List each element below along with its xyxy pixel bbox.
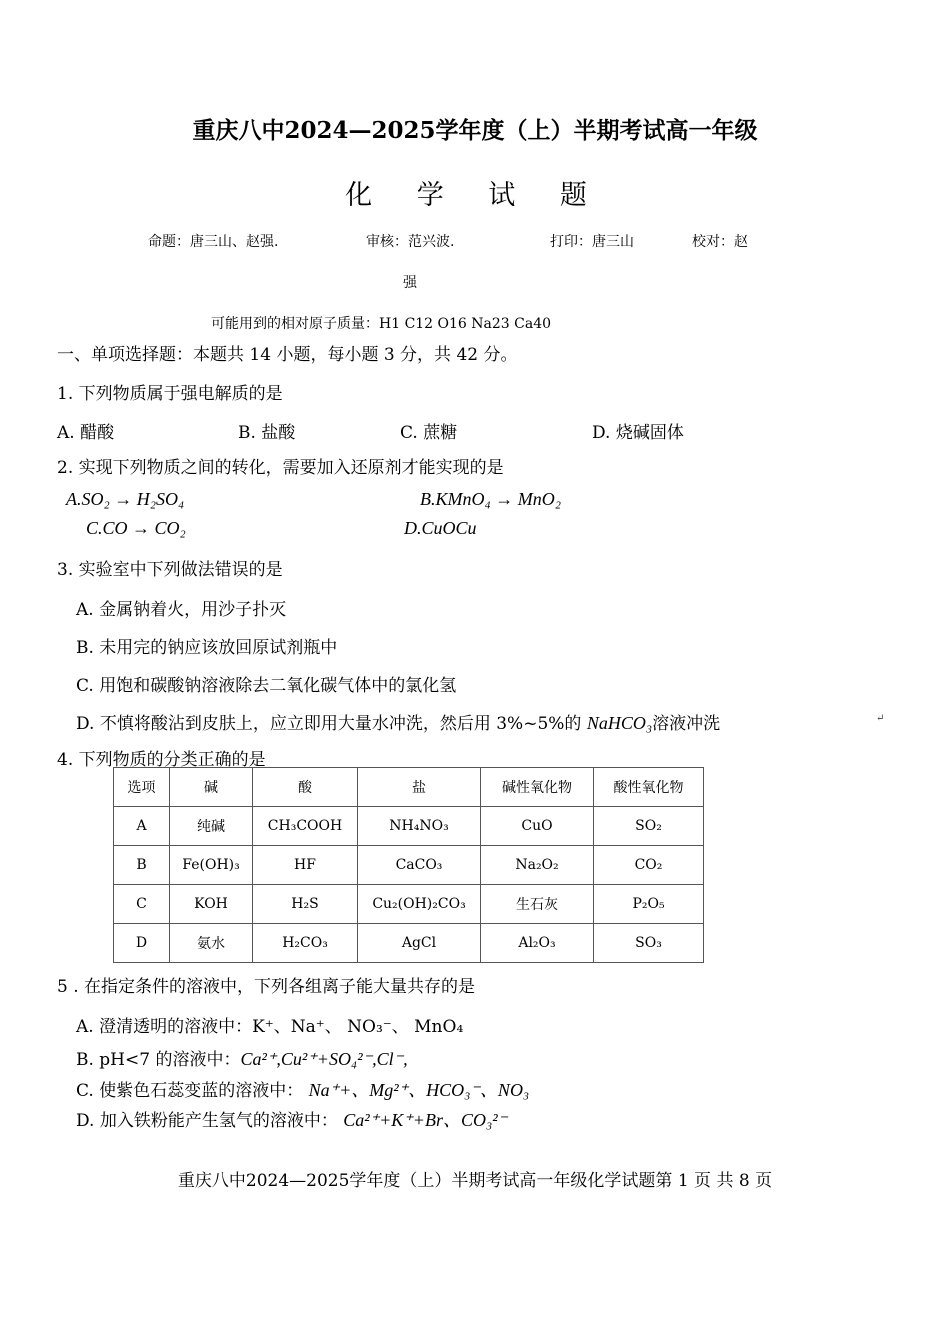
question-2-option-d: D.CuOCu: [404, 518, 477, 538]
table-cell: P₂O₅: [594, 885, 704, 924]
credit-proposition: 命题：唐三山、赵强.: [148, 234, 279, 250]
page-footer: 重庆八中2024—2025学年度（上）半期考试高一年级化学试题第 1 页 共 8 页: [177, 1171, 773, 1191]
table-header-cell: 酸: [253, 768, 358, 807]
question-3-option-d: [76, 709, 720, 734]
question-3-option-d-tail: 溶液冲洗: [652, 714, 721, 734]
table-header-cell: 碱: [170, 768, 253, 807]
table-header-cell: 酸性氧化物: [594, 768, 704, 807]
credit-proof-continued: 强: [403, 275, 417, 291]
question-5-option-b: [76, 1045, 408, 1070]
question-3-option-b: B. 未用完的钠应该放回原试剂瓶中: [76, 638, 338, 658]
table-cell: 纯碱: [170, 807, 253, 846]
question-2-option-a: A.SO₂ → H₂SO₄: [66, 489, 185, 509]
table-cell: HF: [253, 846, 358, 885]
subject-title: 化 学 试 题: [345, 180, 605, 211]
table-cell: C: [114, 885, 170, 924]
question-1-stem: 1. 下列物质属于强电解质的是: [57, 384, 283, 404]
question-3-stem: 3. 实验室中下列做法错误的是: [57, 560, 283, 580]
table-cell: Na₂O₂: [481, 846, 594, 885]
table-cell: AgCl: [358, 924, 481, 963]
table-row: [114, 807, 704, 846]
question-1-option-b: B. 盐酸: [238, 423, 296, 443]
question-3-option-c: C. 用饱和碳酸钠溶液除去二氧化碳气体中的氯化氢: [76, 676, 457, 696]
question-5-option-d-text: D. 加入铁粉能产生氢气的溶液中：: [76, 1111, 338, 1131]
table-cell: 氨水: [170, 924, 253, 963]
credit-proof: 校对：赵: [692, 234, 748, 250]
table-cell: H₂CO₃: [253, 924, 358, 963]
atomic-masses: 可能用到的相对原子质量：H1 C12 O16 Na23 Ca40: [211, 316, 552, 332]
question-2-option-c: C.CO → CO₂: [86, 518, 186, 538]
credit-print: 打印：唐三山: [550, 234, 634, 250]
table-cell: CaCO₃: [358, 846, 481, 885]
table-header-row: [114, 768, 704, 807]
table-cell: H₂S: [253, 885, 358, 924]
table-header-cell: 选项: [114, 768, 170, 807]
classification-table: [113, 767, 704, 963]
question-5-option-c: [76, 1076, 529, 1102]
exam-title: 重庆八中2024—2025学年度（上）半期考试高一年级: [192, 117, 758, 144]
question-1-option-c: C. 蔗糖: [400, 423, 458, 443]
question-5-option-d: [76, 1106, 507, 1132]
table-cell: 生石灰: [481, 885, 594, 924]
table-cell: B: [114, 846, 170, 885]
table-cell: NH₄NO₃: [358, 807, 481, 846]
question-5-option-b-formula: Ca²⁺,Cu²⁺+SO₄²⁻,Cl⁻,: [240, 1049, 408, 1069]
table-header-cell: 碱性氧化物: [481, 768, 594, 807]
table-cell: Al₂O₃: [481, 924, 594, 963]
section-heading: 一、单项选择题：本题共 14 小题，每小题 3 分，共 42 分。: [57, 345, 518, 365]
question-1-option-d: D. 烧碱固体: [592, 423, 684, 443]
question-5-stem: 5 . 在指定条件的溶液中，下列各组离子能大量共存的是: [57, 977, 476, 997]
table-row: [114, 924, 704, 963]
question-5-option-b-text: B. pH<7 的溶液中：: [76, 1050, 241, 1070]
question-4-stem: 4. 下列物质的分类正确的是: [57, 750, 266, 770]
table-cell: SO₃: [594, 924, 704, 963]
table-cell: D: [114, 924, 170, 963]
table-cell: SO₂: [594, 807, 704, 846]
table-cell: KOH: [170, 885, 253, 924]
question-3-option-a: A. 金属钠着火，用沙子扑灭: [76, 600, 287, 620]
question-3-option-d-formula: NaHCO₃: [586, 713, 653, 733]
question-5-option-d-formula: Ca²⁺+K⁺+Br、CO₃²⁻: [343, 1110, 508, 1130]
table-cell: CuO: [481, 807, 594, 846]
table-cell: Cu₂(OH)₂CO₃: [358, 885, 481, 924]
table-row: [114, 885, 704, 924]
table-row: [114, 846, 704, 885]
table-cell: CH₃COOH: [253, 807, 358, 846]
question-3-option-d-text: D. 不慎将酸沾到皮肤上，应立即用大量水冲洗，然后用 3%~5%的: [76, 714, 582, 734]
table-header-cell: 盐: [358, 768, 481, 807]
question-2-stem: 2. 实现下列物质之间的转化，需要加入还原剂才能实现的是: [57, 458, 504, 478]
question-1-option-a: A. 醋酸: [57, 423, 115, 443]
table-cell: A: [114, 807, 170, 846]
credit-review: 审核：范兴波.: [366, 234, 455, 250]
question-2-option-b: B.KMnO₄ → MnO₂: [420, 489, 562, 509]
question-5-option-c-text: C. 使紫色石蕊变蓝的溶液中：: [76, 1081, 304, 1101]
question-5-option-c-formula: Na⁺+、Mg²⁺、HCO₃⁻、NO₃: [308, 1080, 530, 1100]
table-cell: Fe(OH)₃: [170, 846, 253, 885]
question-5-option-a: A. 澄清透明的溶液中：K⁺、Na⁺、 NO₃⁻、 MnO₄: [76, 1017, 464, 1037]
table-cell: CO₂: [594, 846, 704, 885]
paragraph-mark-icon: ↵: [876, 713, 885, 724]
